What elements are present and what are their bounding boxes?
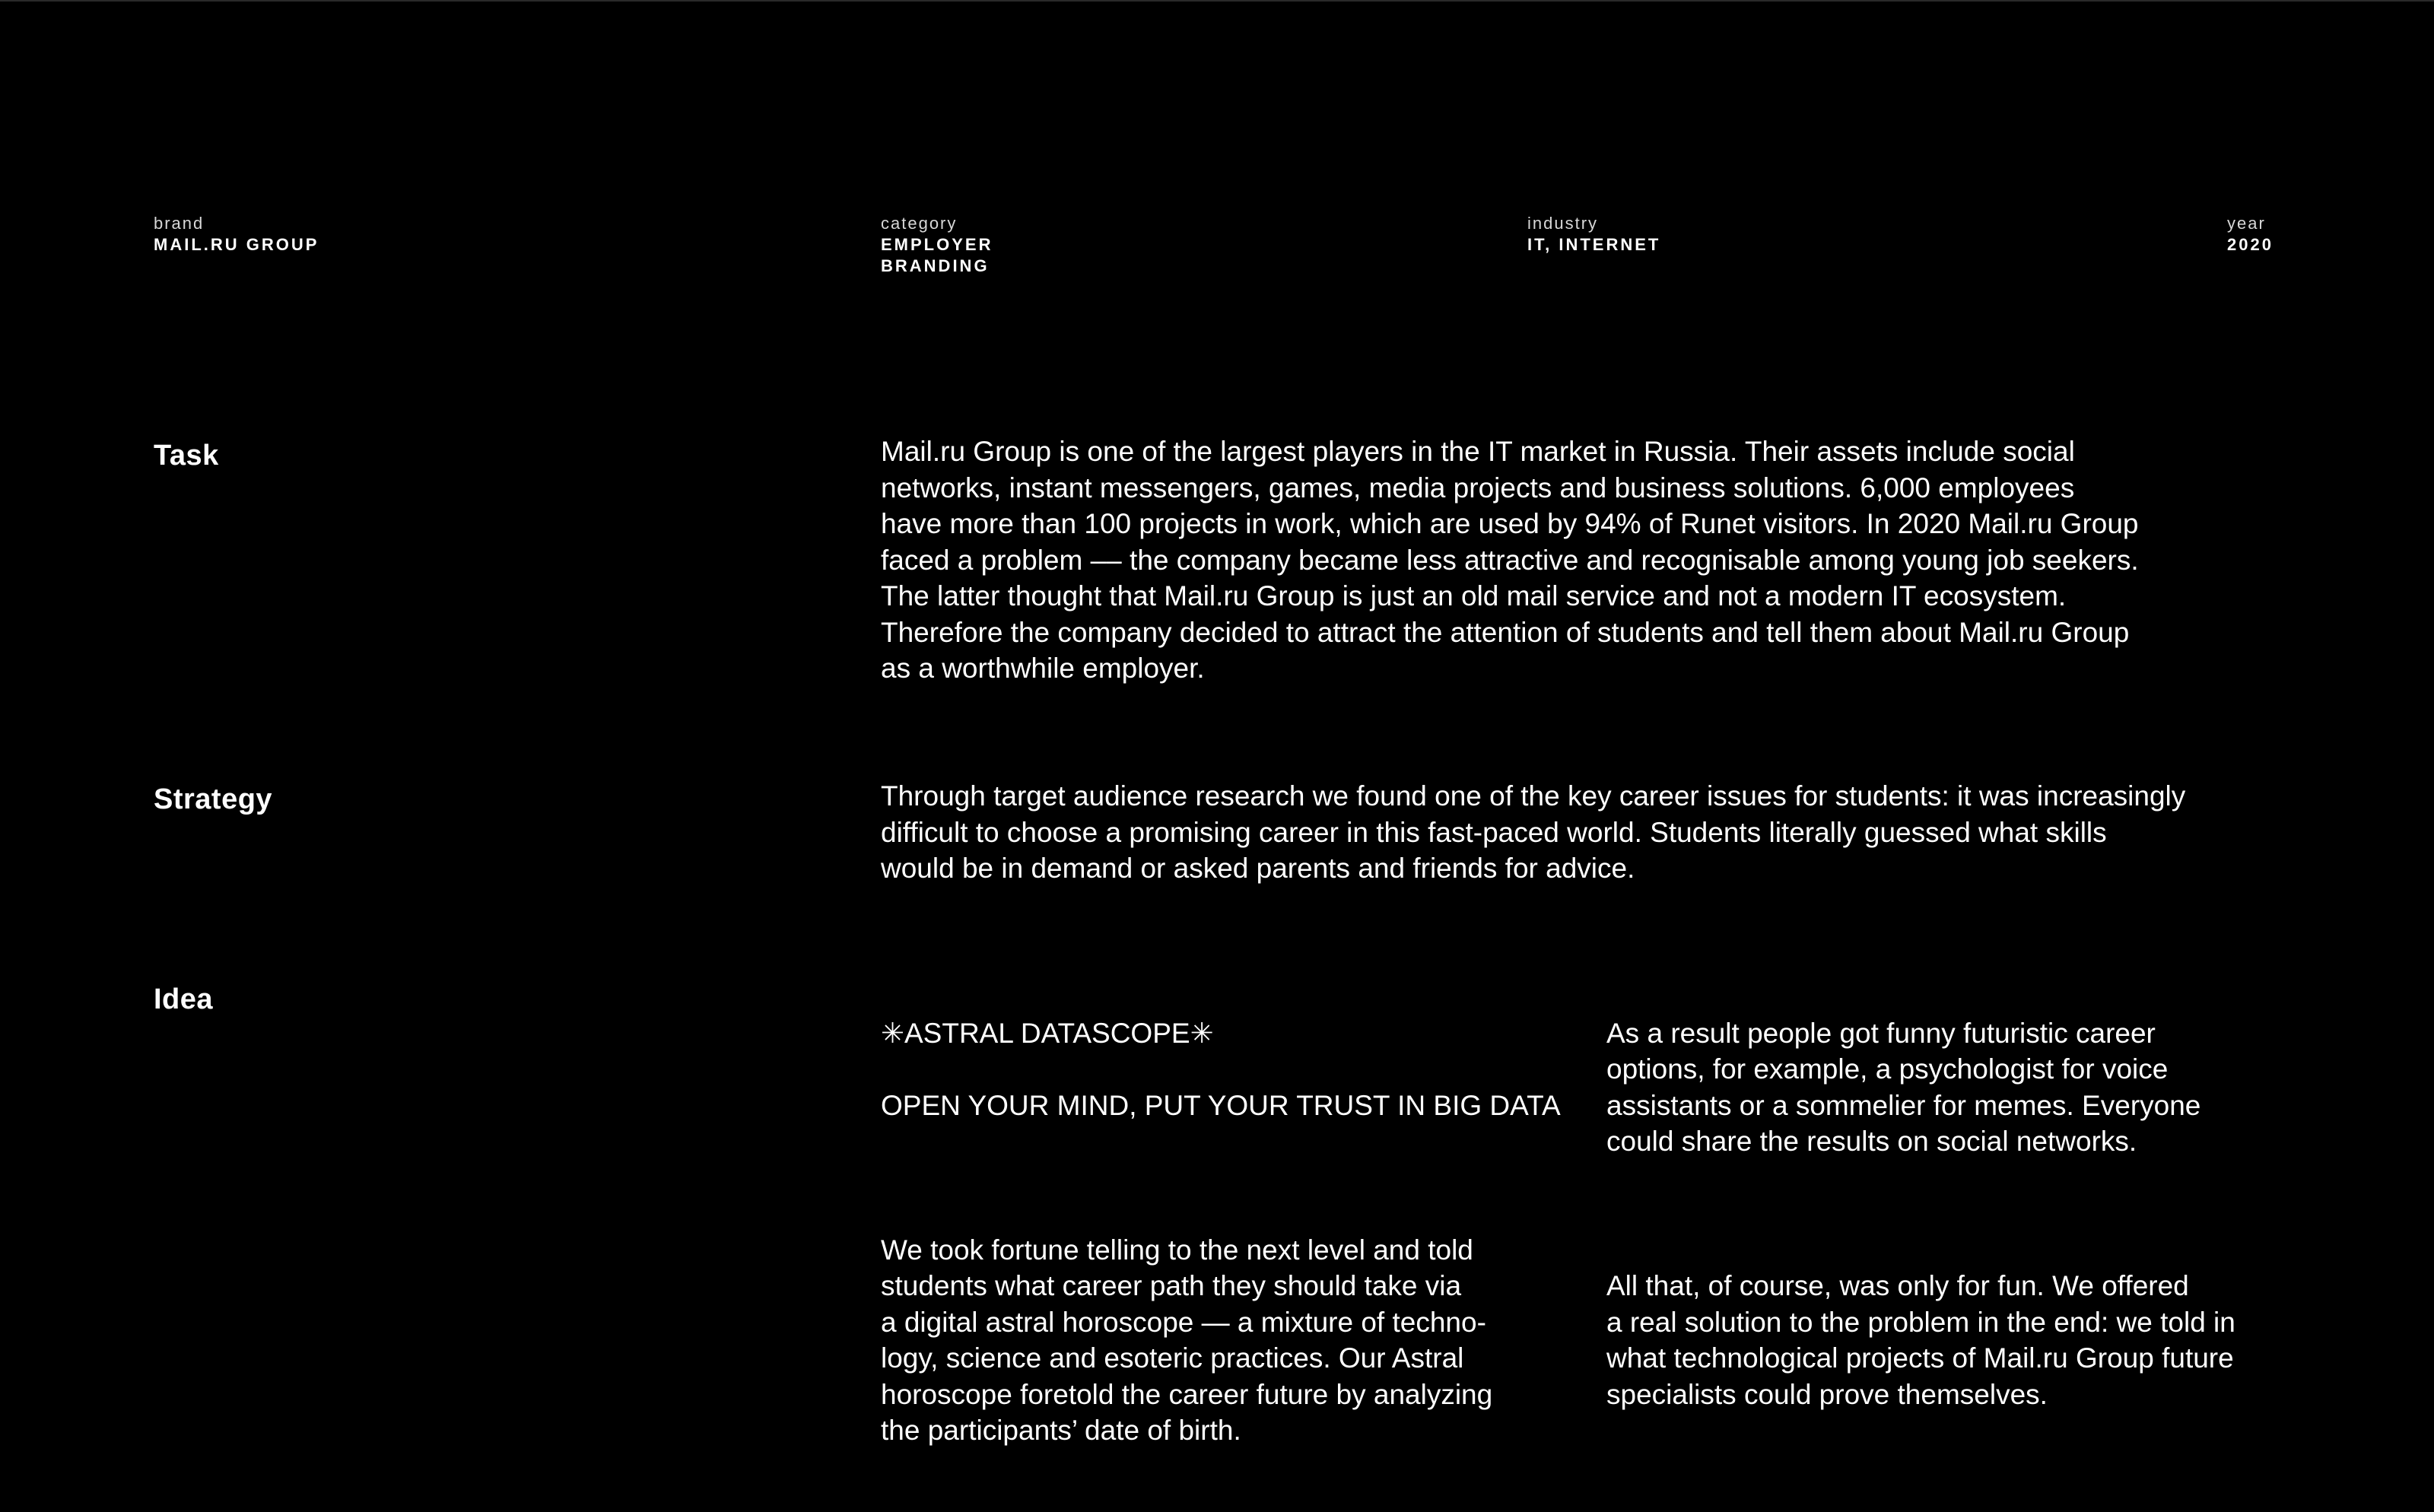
idea-column-right xyxy=(1606,979,2329,1449)
meta-year-value: 2020 xyxy=(2227,235,2274,254)
task-heading: Task xyxy=(154,440,219,472)
meta-brand xyxy=(154,213,319,256)
meta-industry-label: industry xyxy=(1527,214,1599,233)
idea-description: We took fortune telling to the next level and told students what career path they should take via a digital astral horoscope — a mixture of techno- logy, science and esoteric practices. Our Astral horoscope foretold the career future by analyzing the participants’ date of birth. xyxy=(881,1234,1493,1446)
idea-result-paragraph: As a result people got funny futuristic career options, for example, a psychologist for voice assistants or a sommelier for memes. Everyone could share the results on social networks. xyxy=(1606,1017,2201,1157)
idea-solution-paragraph: All that, of course, was only for fun. We offered a real solution to the problem in the end: we told in what technological projects of Mail.ru Group future specialists could prove themselves. xyxy=(1606,1270,2235,1410)
meta-brand-value: MAIL.RU GROUP xyxy=(154,235,319,254)
meta-category-value-line1: EMPLOYER xyxy=(881,235,993,254)
idea-headline-slogan: OPEN YOUR MIND, PUT YOUR TRUST IN BIG DATA xyxy=(881,1089,1561,1121)
strategy-text: Through target audience research we found one of the key career issues for students: it was increasingly difficult to choose a promising career in this fast-paced world. Students literally guessed what skills would be in demand or asked parents and friends for advice. xyxy=(881,780,2186,884)
strategy-heading: Strategy xyxy=(154,783,273,815)
task-text: Mail.ru Group is one of the largest players in the IT market in Russia. Their assets include social networks, instant messengers, games, media projects and business solutions. 6,000 employees have more than 100 projects in work, which are used by 94% of Runet visitors. In 2020 Mail.ru Group faced a problem –– the company became less attractive and recognisable among young job seekers. The latter thought that Mail.ru Group is just an old mail service and not a modern IT ecosystem. Therefore the company decided to attract the attention of students and tell them about Mail.ru Group as a worthwhile employer. xyxy=(881,436,2139,684)
meta-category-label: category xyxy=(881,214,958,233)
meta-industry-value: IT, INTERNET xyxy=(1527,235,1661,254)
meta-industry xyxy=(1527,213,1660,256)
paragraph-gap xyxy=(1606,1196,2329,1232)
top-divider xyxy=(0,0,2434,2)
meta-year-label: year xyxy=(2227,214,2266,233)
paragraph-gap xyxy=(881,1160,1573,1196)
idea-column-left xyxy=(881,979,1573,1485)
meta-category xyxy=(881,213,993,277)
meta-category-value-line2: BRANDING xyxy=(881,256,990,275)
idea-headline-name: ✳ASTRAL DATASCOPE✳ xyxy=(881,1017,1214,1049)
meta-year xyxy=(2227,213,2274,256)
meta-brand-label: brand xyxy=(154,214,205,233)
idea-heading: Idea xyxy=(154,983,214,1015)
